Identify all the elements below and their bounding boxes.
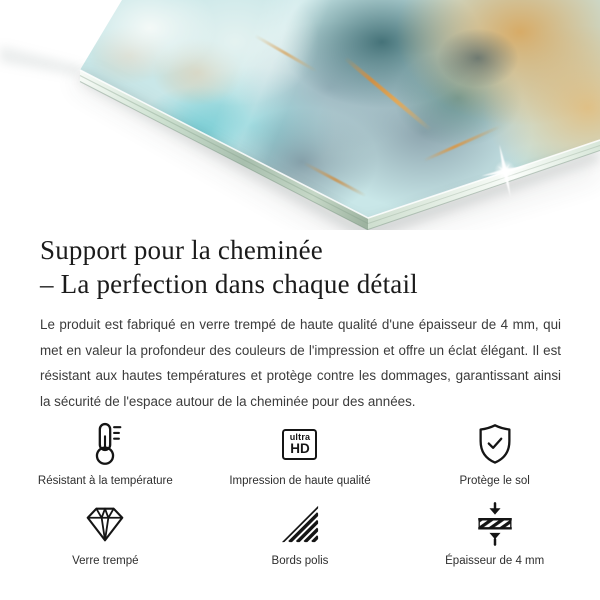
feature-label: Épaisseur de 4 mm xyxy=(445,555,545,567)
ultra-hd-badge-bottom: HD xyxy=(290,441,310,456)
gold-vein xyxy=(344,56,432,131)
feature-polished-edges xyxy=(203,500,398,567)
gold-vein xyxy=(423,125,501,162)
background-flare xyxy=(0,46,80,76)
feature-grid xyxy=(8,420,592,567)
feature-label: Impression de haute qualité xyxy=(229,475,371,487)
ultra-hd-icon xyxy=(282,420,317,468)
feature-label: Verre trempé xyxy=(72,555,139,567)
feature-label: Protège le sol xyxy=(459,475,530,487)
title-line-2: – La perfection dans chaque détail xyxy=(40,269,418,299)
thickness-4mm-icon xyxy=(472,500,518,548)
gold-vein xyxy=(254,34,318,72)
feature-label: Bords polis xyxy=(271,555,329,567)
ultra-hd-badge-top: ultra xyxy=(289,432,311,442)
feature-label: Résistant à la température xyxy=(37,475,173,487)
gold-vein xyxy=(303,162,366,198)
feature-tempered-glass xyxy=(8,500,203,567)
feature-floor-protection xyxy=(397,420,592,487)
product-description-section xyxy=(0,233,600,414)
product-image xyxy=(0,0,600,230)
feature-print-quality xyxy=(203,420,398,487)
diamond-icon xyxy=(82,500,128,548)
feature-temperature xyxy=(8,420,203,487)
polished-edges-icon xyxy=(277,500,323,548)
page-title xyxy=(40,233,560,301)
title-line-1: Support pour la cheminée xyxy=(40,235,323,265)
thermometer-icon xyxy=(82,420,128,468)
glass-panel-artwork xyxy=(0,0,600,230)
product-description-text: Le produit est fabriqué en verre trempé de haute qualité d'une épaisseur de 4 mm, qui met en valeur la profondeur des couleurs de l'impression et offre un éclat élégant. Il est résistant aux hautes températures et protège contre les dommages, garantissant ainsi la sécurité de l'espace autour de la cheminée pour des années. xyxy=(40,317,561,409)
shield-check-icon xyxy=(472,420,518,468)
feature-thickness xyxy=(397,500,592,567)
